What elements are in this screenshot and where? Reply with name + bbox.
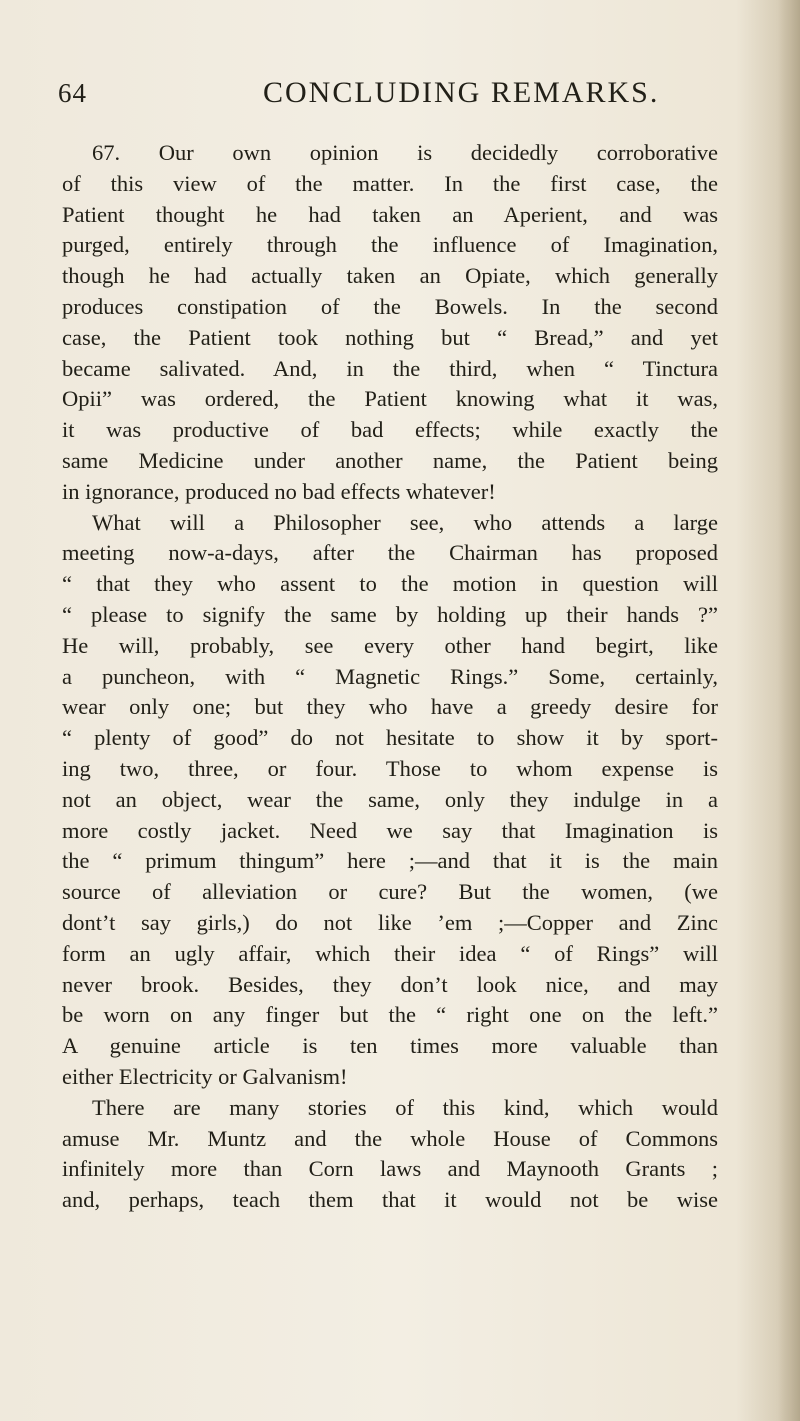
text-line: same Medicine under another name, the Patient being [62,447,718,473]
text-line: dont’t say girls,) do not like ’em ;—Copper and Zinc [62,909,718,935]
text-line: it was productive of bad effects; while exactly the [62,417,718,443]
text-line: became salivated. And, in the third, when “ Tinctura [62,355,718,381]
page-number: 64 [58,78,87,108]
text-line: purged, entirely through the influence of Imagination, [62,232,718,258]
text-line: not an object, wear the same, only they indulge in a [62,786,718,812]
text-line: never brook. Besides, they don’t look nice, and may [62,971,718,997]
body-text [62,138,718,1216]
page-edge-shadow [778,0,800,1421]
text-line: source of alleviation or cure? But the women, (we [62,879,718,905]
text-line: infinitely more than Corn laws and Maynooth Grants ; [62,1156,718,1182]
text-line: What will a Philosopher see, who attends a large [92,509,718,535]
text-line: of this view of the matter. In the first case, the [62,170,718,196]
text-line: more costly jacket. Need we say that Imagination is [62,817,718,843]
text-line: though he had actually taken an Opiate, which generally [62,263,718,289]
text-line: amuse Mr. Muntz and the whole House of Commons [62,1125,718,1151]
text-line: “ plenty of good” do not hesitate to show it by sport- [62,725,718,751]
text-line: A genuine article is ten times more valuable than [62,1033,718,1059]
text-line: and, perhaps, teach them that it would not be wise [62,1187,718,1213]
text-line: a puncheon, with “ Magnetic Rings.” Some, certainly, [62,663,718,689]
text-line: There are many stories of this kind, which would [92,1094,718,1120]
text-line: Patient thought he had taken an Aperient, and was [62,201,718,227]
text-line: wear only one; but they who have a greedy desire for [62,694,718,720]
page-header [58,72,718,122]
text-line: meeting now-a-days, after the Chairman has proposed [62,540,718,566]
text-line: in ignorance, produced no bad effects whatever! [62,478,496,504]
running-head: CONCLUDING REMARKS. [263,76,660,109]
text-line: 67. Our own opinion is decidedly corroborative [92,140,718,165]
text-line: case, the Patient took nothing but “ Bread,” and yet [62,324,718,350]
text-line: produces constipation of the Bowels. In the second [62,293,718,319]
text-line: the “ primum thingum” here ;—and that it is the main [62,848,718,874]
text-line: “ please to signify the same by holding up their hands ?” [62,601,718,627]
text-line: be worn on any finger but the “ right one on the left.” [62,1002,718,1028]
text-line: either Electricity or Galvanism! [62,1063,348,1089]
text-line: He will, probably, see every other hand begirt, like [62,632,718,658]
text-line: Opii” was ordered, the Patient knowing what it was, [62,386,718,412]
text-line: form an ugly affair, which their idea “ of Rings” will [62,940,718,966]
text-line: “ that they who assent to the motion in question will [62,571,718,597]
text-line: ing two, three, or four. Those to whom expense is [62,755,718,781]
